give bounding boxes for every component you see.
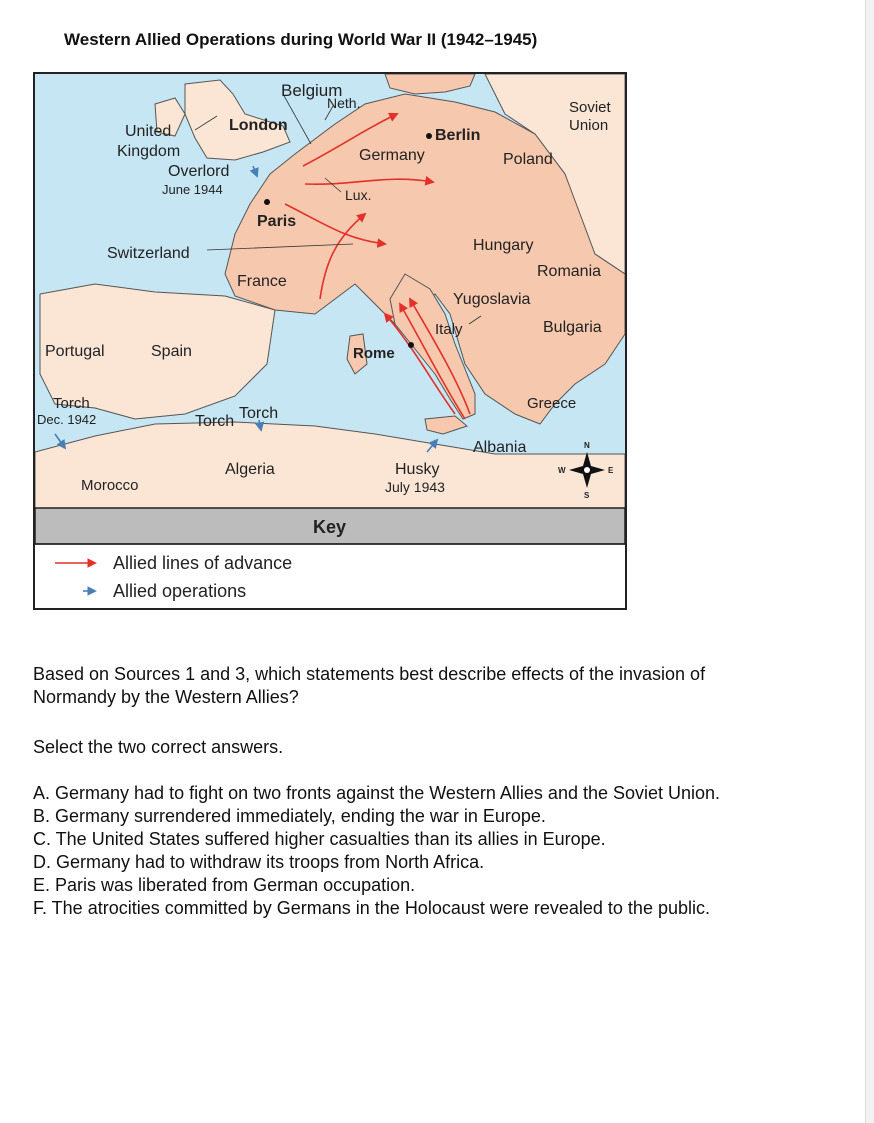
label-torch-west: Torch bbox=[53, 395, 90, 412]
label-husky-date: July 1943 bbox=[385, 479, 445, 495]
label-united-2: Kingdom bbox=[117, 143, 181, 160]
label-london: London bbox=[229, 117, 288, 134]
label-torch-1: Torch bbox=[195, 413, 235, 430]
label-romania: Romania bbox=[537, 263, 602, 280]
label-germany: Germany bbox=[359, 147, 425, 164]
label-lux: Lux. bbox=[345, 187, 372, 203]
label-neth: Neth. bbox=[327, 95, 361, 111]
rome-dot bbox=[408, 342, 414, 348]
map-figure bbox=[33, 72, 627, 610]
label-overlord: Overlord bbox=[168, 163, 230, 180]
map-svg bbox=[35, 74, 625, 608]
label-overlord-date: June 1944 bbox=[162, 182, 223, 197]
label-hungary: Hungary bbox=[473, 237, 534, 254]
key-label-advance: Allied lines of advance bbox=[113, 553, 293, 573]
paris-dot bbox=[264, 199, 270, 205]
label-spain: Spain bbox=[151, 343, 192, 360]
label-greece: Greece bbox=[527, 395, 577, 412]
answer-option-e[interactable]: E. Paris was liberated from German occupation. bbox=[33, 875, 416, 895]
question-instruction: Select the two correct answers. bbox=[33, 737, 284, 757]
label-belgium: Belgium bbox=[281, 81, 343, 100]
label-france: France bbox=[237, 273, 287, 290]
label-paris: Paris bbox=[257, 213, 297, 230]
question-prompt: Based on Sources 1 and 3, which statements best describe effects of the invasion of Normandy by the Western Allies? bbox=[33, 664, 706, 707]
label-rome: Rome bbox=[353, 345, 395, 362]
map-title: Western Allied Operations during World War II (1942–1945) bbox=[64, 30, 538, 49]
label-yugoslavia: Yugoslavia bbox=[453, 291, 531, 308]
answer-option-a[interactable]: A. Germany had to fight on two fronts against the Western Allies and the Soviet Union. bbox=[33, 783, 721, 803]
label-switzerland: Switzerland bbox=[107, 245, 190, 262]
answer-option-c[interactable]: C. The United States suffered higher casualties than its allies in Europe. bbox=[33, 829, 606, 849]
label-algeria: Algeria bbox=[225, 461, 275, 478]
answer-option-d[interactable]: D. Germany had to withdraw its troops from North Africa. bbox=[33, 852, 485, 872]
label-torch-2: Torch bbox=[239, 405, 279, 422]
label-albania: Albania bbox=[473, 439, 527, 456]
berlin-dot bbox=[426, 133, 432, 139]
label-poland: Poland bbox=[503, 151, 553, 168]
label-husky: Husky bbox=[395, 461, 440, 478]
label-berlin: Berlin bbox=[435, 127, 481, 144]
compass-n: N bbox=[584, 441, 590, 450]
key-label-operations: Allied operations bbox=[113, 581, 247, 601]
compass-e: E bbox=[608, 466, 614, 475]
answer-option-b[interactable]: B. Germany surrendered immediately, ending the war in Europe. bbox=[33, 806, 546, 826]
label-morocco: Morocco bbox=[81, 477, 139, 494]
compass-s: S bbox=[584, 491, 590, 500]
answer-option-f[interactable]: F. The atrocities committed by Germans in the Holocaust were revealed to the public. bbox=[33, 898, 710, 918]
label-bulgaria: Bulgaria bbox=[543, 319, 602, 336]
label-united-1: United bbox=[125, 123, 172, 140]
label-portugal: Portugal bbox=[45, 343, 105, 360]
answer-list bbox=[33, 782, 793, 920]
label-soviet-2: Union bbox=[569, 117, 609, 134]
label-italy: Italy bbox=[435, 321, 463, 338]
label-torch-west-date: Dec. 1942 bbox=[37, 412, 97, 427]
scrollbar[interactable] bbox=[865, 0, 874, 1123]
label-soviet-1: Soviet bbox=[569, 99, 611, 116]
key-title: Key bbox=[313, 517, 347, 537]
compass-w: W bbox=[558, 466, 566, 475]
